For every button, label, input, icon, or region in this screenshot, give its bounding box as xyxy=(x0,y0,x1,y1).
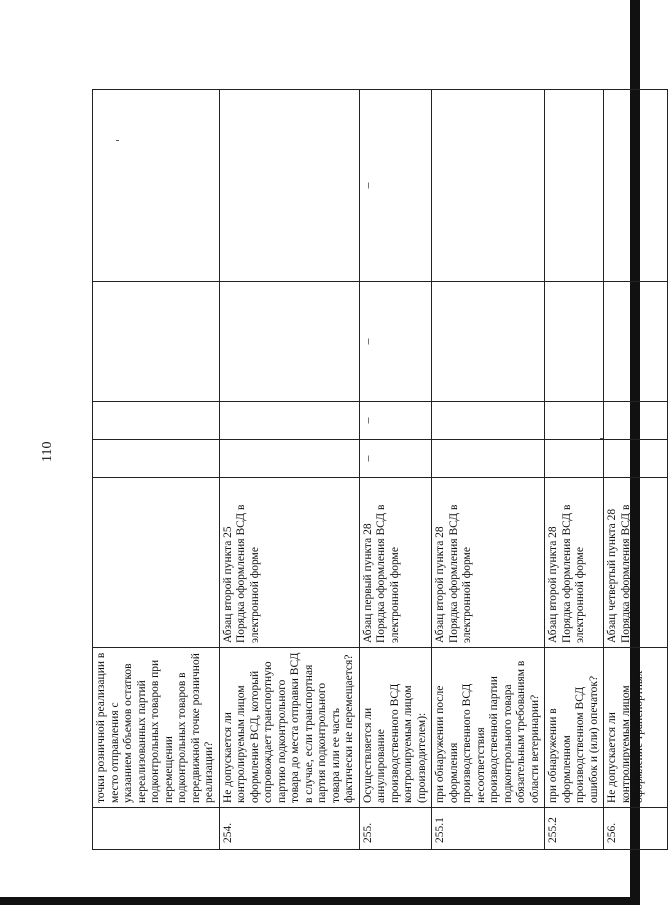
answer-na-cell xyxy=(545,282,604,402)
question-cell: Осуществляется ли аннулирование производственного ВСД контролируемым лицом (производителем): xyxy=(359,648,432,808)
reference-cell: Абзац второй пункта 25 Порядка оформления ВСД в электронной форме xyxy=(219,478,359,648)
answer-no-cell xyxy=(93,402,220,440)
table-row xyxy=(545,90,604,850)
row-number: 254. xyxy=(219,808,359,850)
comment-cell xyxy=(604,90,668,282)
checklist-table xyxy=(92,89,668,850)
answer-no-cell: – xyxy=(359,402,432,440)
answer-yes-cell xyxy=(545,440,604,478)
answer-na-cell xyxy=(93,282,220,402)
answer-na-cell: – xyxy=(359,282,432,402)
answer-no-cell xyxy=(545,402,604,440)
reference-cell: Абзац второй пункта 28 Порядка оформления ВСД в электронной форме xyxy=(432,478,545,648)
question-cell: при обнаружении в оформленном производственном ВСД ошибок и (или) опечаток? xyxy=(545,648,604,808)
reference-cell xyxy=(93,478,220,648)
comment-cell xyxy=(93,90,220,282)
table-row xyxy=(359,90,432,850)
reference-cell: Абзац четвертый пункта 28 Порядка оформления ВСД в xyxy=(604,478,668,648)
table-row xyxy=(219,90,359,850)
answer-na-cell xyxy=(219,282,359,402)
table-row xyxy=(93,90,220,850)
table-row xyxy=(432,90,545,850)
page-edge-bottom xyxy=(0,897,640,905)
comment-cell xyxy=(219,90,359,282)
question-cell: точки розничной реализации в место отправления с указанием объемов остатков нереализованных партий подконтрольных товаров при перемещении подконтрольных товаров в передвижной точке розничной реализации? xyxy=(93,648,220,808)
row-number: 255.1 xyxy=(432,808,545,850)
answer-na-cell xyxy=(604,282,668,402)
question-cell: Не допускается ли контролируемым лицом оформление транспортных xyxy=(604,648,668,808)
question-cell: Не допускается ли контролируемым лицом оформление ВСД, который сопровождает транспортную партию подконтрольного товара до места отправки ВСД в случае, если транспортная партия подконтрольного товара или ее часть фактически не перемещается? xyxy=(219,648,359,808)
comment-cell: – xyxy=(359,90,432,282)
page-number: 110 xyxy=(40,441,55,462)
answer-yes-cell xyxy=(93,440,220,478)
answer-no-cell xyxy=(219,402,359,440)
answer-yes-cell xyxy=(432,440,545,478)
comment-cell xyxy=(432,90,545,282)
reference-cell: Абзац второй пункта 28 Порядка оформления ВСД в электронной форме xyxy=(545,478,604,648)
question-cell: при обнаружении после оформления производственного ВСД несоответствия производственной партии подконтрольного товара обязательным требованиям в области ветеринарии? xyxy=(432,648,545,808)
row-number: 256. xyxy=(604,808,668,850)
answer-yes-cell: – xyxy=(359,440,432,478)
answer-no-cell xyxy=(604,402,668,440)
answer-yes-cell xyxy=(604,440,668,478)
reference-cell: Абзац первый пункта 28 Порядка оформления ВСД в электронной форме xyxy=(359,478,432,648)
comment-cell xyxy=(545,90,604,282)
row-number: 255. xyxy=(359,808,432,850)
checklist-table-rotated xyxy=(92,90,645,850)
answer-na-cell xyxy=(432,282,545,402)
answer-yes-cell xyxy=(219,440,359,478)
row-number xyxy=(93,808,220,850)
row-number: 255.2 xyxy=(545,808,604,850)
table-row xyxy=(604,90,668,850)
answer-no-cell xyxy=(432,402,545,440)
